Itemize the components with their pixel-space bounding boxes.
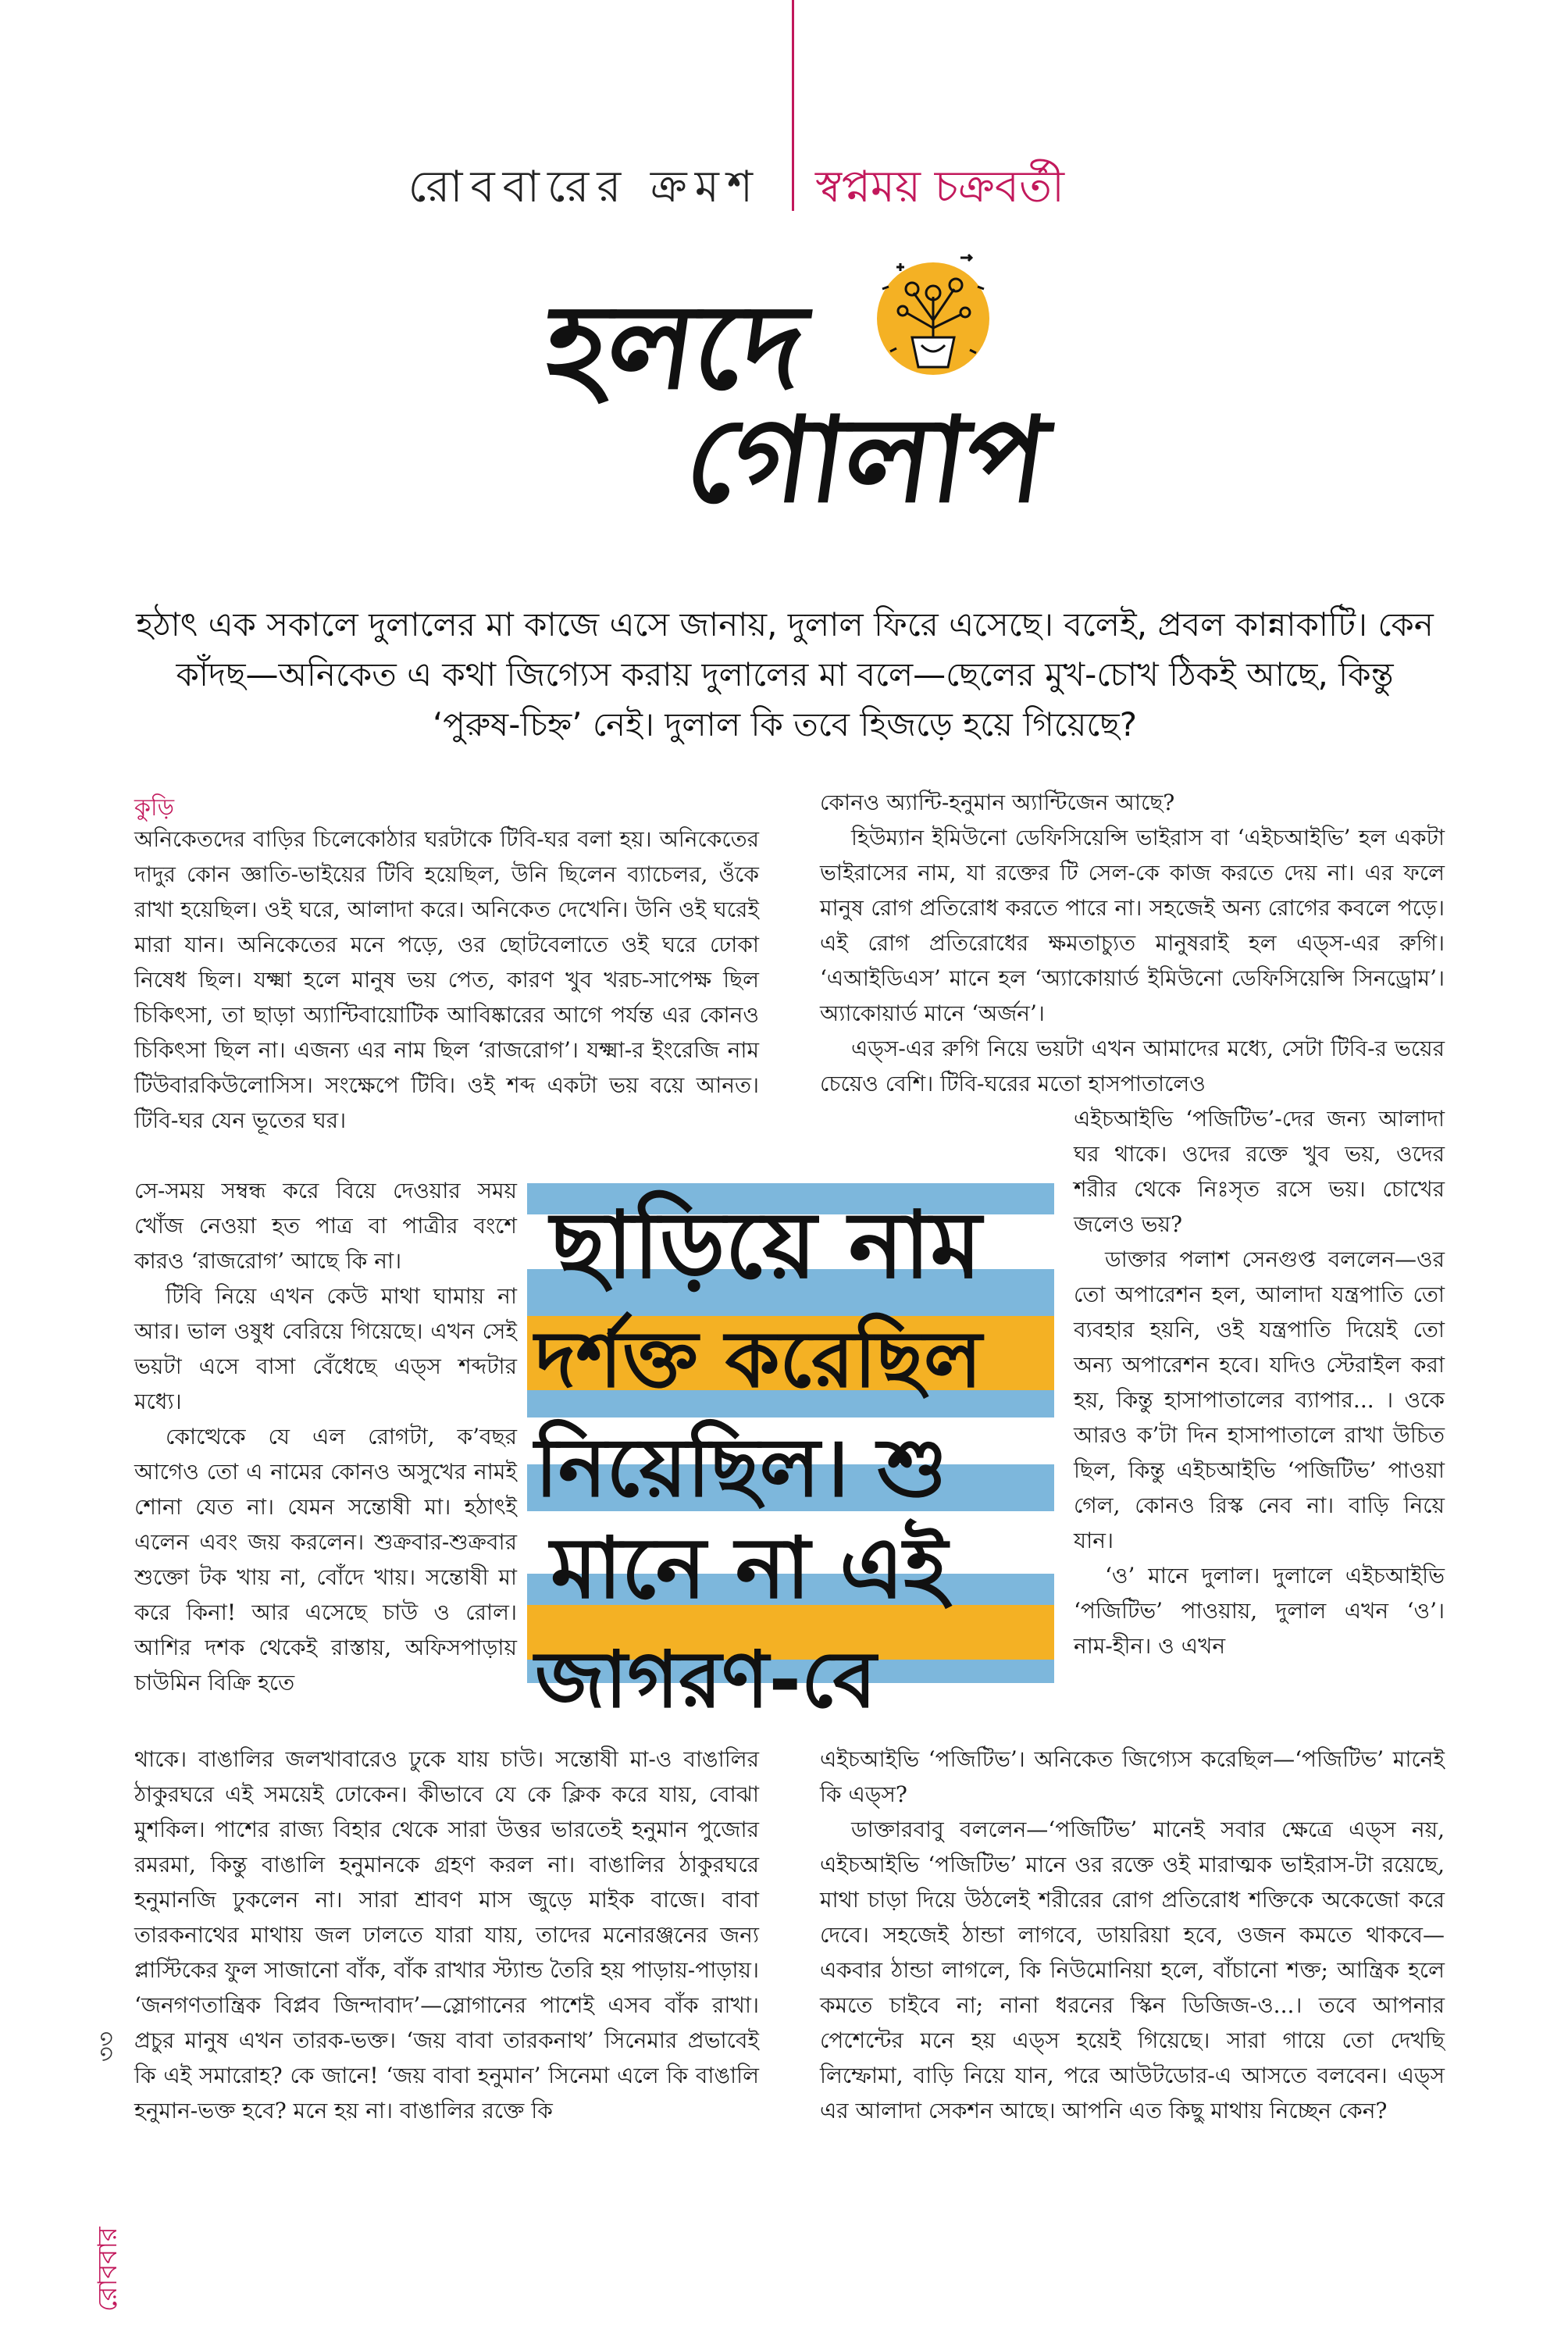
calligraphy-illustration	[527, 1183, 1054, 1722]
title-line-2: গোলাপ	[677, 393, 1056, 529]
paragraph: সে-সময় সম্বন্ধ করে বিয়ে দেওয়ার সময় খোঁজ নেওয়া হত পাত্র বা পাত্রীর বংশে কারও ‘রাজরোগ’ আছে কি না।	[134, 1178, 517, 1274]
intro-blurb: হঠাৎ এক সকালে দুলালের মা কাজে এসে জানায়, দুলাল ফিরে এসেছে। বলেই, প্রবল কান্নাকাটি। কেন কাঁদছ—অনিকেত এ কথা জিগ্যেস করায় দুলালের মা বলে—ছেলের মুখ-চোখ ঠিকই আছে, কিন্তু ‘পুরুষ-চিহ্ন’ নেই। দুলাল কি তবে হিজড়ে হয়ে গিয়েছে?	[136, 605, 1434, 744]
calligraphy-line: ছাড়িয়ে নাম	[551, 1191, 982, 1299]
flower-vase-icon	[867, 250, 1000, 383]
chapter-label: কুড়ি	[134, 794, 174, 822]
paragraph: এইচআইভি ‘পজিটিভ’-দের জন্য আলাদা ঘর থাকে। ওদের রক্তে খুব ভয়, ওদের শরীর থেকে নিঃসৃত রসে ভয়। চোখের জলেও ভয়?	[1074, 1106, 1445, 1237]
magazine-name: রোববার	[92, 2227, 123, 2312]
paragraph: ‘ও’ মানে দুলাল। দুলালে এইচআইভি ‘পজিটিভ’ পাওয়ায়, দুলাল এখন ‘ও’। নাম-হীন। ও এখন	[1074, 1563, 1445, 1659]
title-line-1: হলদে	[536, 280, 814, 415]
calligraphy-line: দর্শক্ত করেছিল	[535, 1314, 982, 1405]
calligraphy-line: নিয়েছিল। শু	[535, 1420, 948, 1515]
calligraphy-line: জাগরণ-বে	[535, 1634, 877, 1722]
right-column-bottom	[820, 1742, 1445, 2128]
paragraph: এইচআইভি ‘পজিটিভ’। অনিকেত জিগ্যেস করেছিল—‘পজিটিভ’ মানেই কি এড্স?	[820, 1746, 1445, 1807]
left-column-bottom	[134, 1742, 759, 2128]
series-title: রোববারের ক্রমশ	[408, 162, 761, 212]
paragraph: ডাক্তার পলাশ সেনগুপ্ত বললেন—ওর তো অপারেশন হল, আলাদা যন্ত্রপাতি তো ব্যবহার হয়নি, ওই যন্ত্রপাতি দিয়েই তো অন্য অপারেশন হবে। যদিও স্টেরাইল করা হয়, কিন্তু হাসাপাতালের ব্যাপার... । ওকে আরও ক’টা দিন হাসাপাতালে রাখা উচিত ছিল, কিন্তু এইচআইভি ‘পজিটিভ’ পাওয়া গেল, কোনও রিস্ক নেব না। বাড়ি নিয়ে যান।	[1074, 1246, 1445, 1553]
paragraph: কোত্থেকে যে এল রোগটা, ক’বছর আগেও তো এ নামের কোনও অসুখের নামই শোনা যেত না। যেমন সন্তোষী মা। হঠাৎই এলেন এবং জয় করলেন। শুক্রবার-শুক্রবার শুক্তো টক খায় না, বোঁদে খায়। সন্তোষী মা করে কিনা! আর এসেছে চাউ ও রোল। আশির দশক থেকেই রাস্তায়, অফিসপাড়ায় চাউমিন বিক্রি হতে	[134, 1424, 517, 1696]
right-column-narrow	[1074, 1101, 1445, 1664]
paragraph: হিউম্যান ইমিউনো ডেফিসিয়েন্সি ভাইরাস বা ‘এইচআইভি’ হল একটা ভাইরাসের নাম, যা রক্তের টি সেল-কে কাজ করতে দেয় না। এর ফলে মানুষ রোগ প্রতিরোধ করতে পারে না। সহজেই অন্য রোগের কবলে পড়ে। এই রোগ প্রতিরোধের ক্ষমতাচ্যুত মানুষরাই হল এড্স-এর রুগি। ‘এআইডিএস’ মানে হল ‘অ্যাকোয়ার্ড ইমিউনো ডেফিসিয়েন্সি সিনড্রোম’। অ্যাকোয়ার্ড মানে ‘অর্জন’।	[820, 825, 1445, 1026]
paragraph: অনিকেতদের বাড়ির চিলেকোঠার ঘরটাকে টিবি-ঘর বলা হয়। অনিকেতের দাদুর কোন জ্ঞাতি-ভাইয়ের টিবি হয়েছিল, উনি ছিলেন ব্যাচেলর, ওঁকে রাখা হয়েছিল। ওই ঘরে, আলাদা করে। অনিকেত দেখেনি। উনি ওই ঘরেই মারা যান। অনিকেতের মনে পড়ে, ওর ছোটবেলাতে ওই ঘরে ঢোকা নিষেধ ছিল। যক্ষ্মা হলে মানুষ ভয় পেত, কারণ খুব খরচ-সাপেক্ষ ছিল চিকিৎসা, তা ছাড়া অ্যান্টিবায়োটিক আবিষ্কারের আগে পর্যন্ত এর কোনও চিকিৎসা ছিল না। এজন্য এর নাম ছিল ‘রাজরোগ’। যক্ষ্মা-র ইংরেজি নাম টিউবারকিউলোসিস। সংক্ষেপে টিবি। ওই শব্দ একটা ভয় বয়ে আনত। টিবি-ঘর যেন ভূতের ঘর।	[134, 826, 759, 1133]
left-column-narrow	[134, 1173, 517, 1700]
calligraphy-line: মানে না এই	[551, 1520, 948, 1617]
header-divider	[792, 0, 794, 211]
paragraph: ডাক্তারবাবু বললেন—‘পজিটিভ’ মানেই সবার ক্ষেত্রে এড্স নয়, এইচআইভি ‘পজিটিভ’ মানে ওর রক্তে ওই মারাত্মক ভাইরাস-টা রয়েছে, মাথা চাড়া দিয়ে উঠলেই শরীরের রোগ প্রতিরোধ শক্তিকে অকেজো করে দেবে। সহজেই ঠান্ডা লাগবে, ডায়রিয়া হবে, ওজন কমতে থাকবে—একবার ঠান্ডা লাগলে, কি নিউমোনিয়া হলে, বাঁচানো শক্ত; আন্ত্রিক হলে কমতে চাইবে না; নানা ধরনের স্কিন ডিজিজ-ও...। তবে আপনার পেশেন্টের মনে হয় এড্স হয়েই গিয়েছে। সারা গায়ে তো দেখছি লিম্ফোমা, বাড়ি নিয়ে যান, পরে আউটডোর-এ আসতে বলবেন। এড্স এর আলাদা সেকশন আছে। আপনি এত কিছু মাথায় নিচ্ছেন কেন?	[820, 1817, 1445, 2124]
left-column-top	[134, 822, 759, 1138]
author-name: স্বপ্নময় চক্রবর্তী	[815, 162, 1065, 212]
page-number: ৩৩	[93, 2031, 120, 2062]
paragraph: কোনও অ্যান্টি-হনুমান অ্যান্টিজেন আছে?	[820, 790, 1175, 815]
right-column-top	[820, 785, 1445, 1101]
paragraph: থাকে। বাঙালির জলখাবারেও ঢুকে যায় চাউ। সন্তোষী মা-ও বাঙালির ঠাকুরঘরে এই সময়েই ঢোকেন। কীভাবে যে কে ক্লিক করে যায়, বোঝা মুশকিল। পাশের রাজ্য বিহার থেকে সারা উত্তর ভারতেই হনুমান পুজোর রমরমা, কিন্তু বাঙালি হনুমানকে গ্রহণ করল না। বাঙালির ঠাকুরঘরে হনুমানজি ঢুকলেন না। সারা শ্রাবণ মাস জুড়ে মাইক বাজে। বাবা তারকনাথের মাথায় জল ঢালতে যারা যায়, তাদের মনোরঞ্জনের জন্য প্লাস্টিকের ফুল সাজানো বাঁক, বাঁক রাখার স্ট্যান্ড তৈরি হয় পাড়ায়-পাড়ায়। ‘জনগণতান্ত্রিক বিপ্লব জিন্দাবাদ’—স্লোগানের পাশেই এসব বাঁক রাখা। প্রচুর মানুষ এখন তারক-ভক্ত। ‘জয় বাবা তারকনাথ’ সিনেমার প্রভাবেই কি এই সমারোহ? কে জানে! ‘জয় বাবা হনুমান’ সিনেমা এলে কি বাঙালি হনুমান-ভক্ত হবে? মনে হয় না। বাঙালির রক্তে কি	[134, 1746, 759, 2124]
paragraph: টিবি নিয়ে এখন কেউ মাথা ঘামায় না আর। ভাল ওষুধ বেরিয়ে গিয়েছে। এখন সেই ভয়টা এসে বাসা বেঁধেছে এড্স শব্দটার মধ্যে।	[134, 1283, 517, 1414]
paragraph: এড্স-এর রুগি নিয়ে ভয়টা এখন আমাদের মধ্যে, সেটা টিবি-র ভয়ের চেয়েও বেশি। টিবি-ঘরের মতো হাসপাতালেও	[820, 1036, 1445, 1097]
story-title	[536, 242, 1093, 555]
